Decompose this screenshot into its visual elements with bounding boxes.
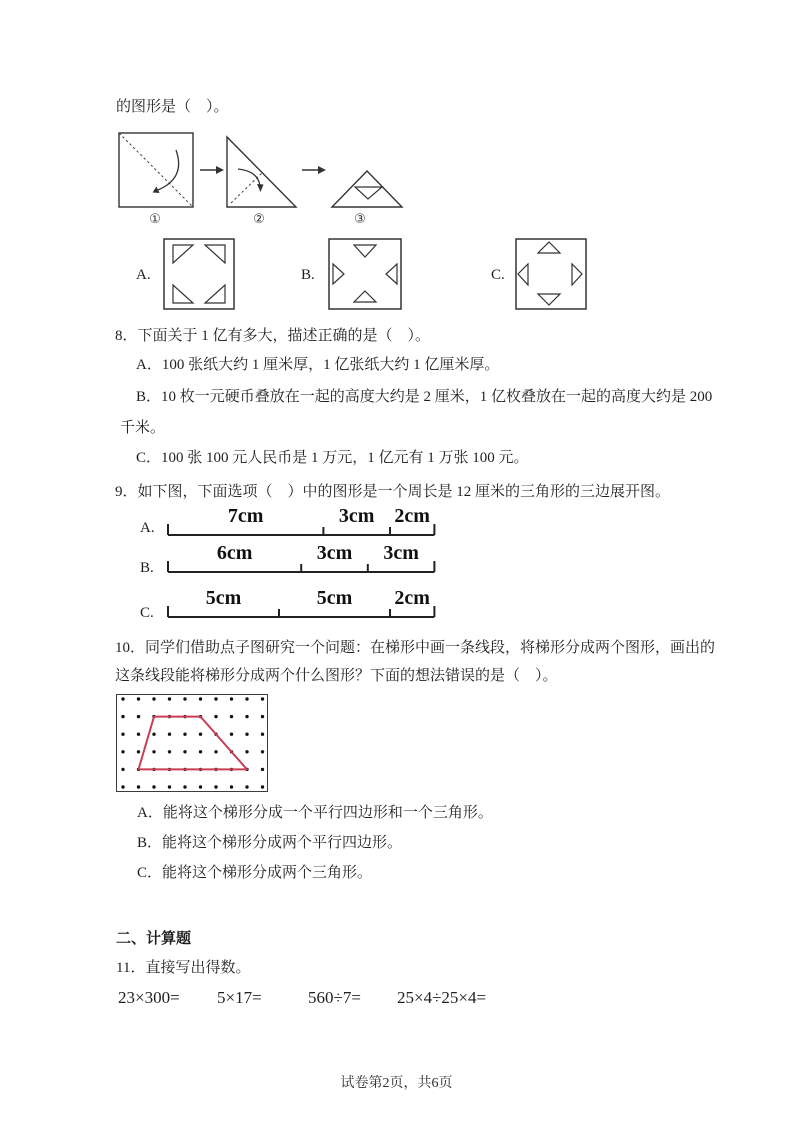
segment-length-label: 3cm	[383, 542, 419, 564]
trapezoid-outline	[139, 717, 248, 770]
grid-dot	[183, 750, 186, 753]
grid-dot	[168, 750, 171, 753]
grid-dot	[137, 750, 140, 753]
grid-dot	[245, 697, 248, 700]
segment-length-label: 5cm	[205, 587, 242, 609]
q9-row-b-label: B.	[140, 560, 154, 576]
grid-dot	[199, 733, 202, 736]
grid-dot	[152, 697, 155, 700]
grid-dot	[230, 785, 233, 788]
q7-option-a-label: A.	[136, 267, 151, 283]
grid-dot	[121, 785, 124, 788]
grid-dot	[261, 785, 264, 788]
right-arrow-head-icon	[318, 166, 326, 174]
grid-dot	[121, 733, 124, 736]
q9-question: 9．如下图，下面选项（ ）中的图形是一个周长是 12 厘米的三角形的三边展开图。	[115, 484, 671, 500]
segment-length-label: 3cm	[316, 542, 353, 564]
q11-instruction: 11．直接写出得数。	[116, 960, 251, 976]
grid-dot	[121, 768, 124, 771]
q8-option-b-line1: B．10 枚一元硬币叠放在一起的高度大约是 2 厘米，1 亿枚叠放在一起的高度大约是 200	[136, 389, 713, 405]
grid-dot	[261, 768, 264, 771]
grid-dot	[152, 733, 155, 736]
segment-length-label: 3cm	[338, 505, 375, 527]
q7-option-b-label: B.	[301, 267, 315, 283]
grid-dot	[199, 697, 202, 700]
q10-option-c: C．能将这个梯形分成两个三角形。	[137, 865, 373, 881]
segment-length-label: 5cm	[316, 587, 353, 609]
grid-dot	[199, 785, 202, 788]
fig-label-1: ①	[149, 212, 161, 227]
grid-dot	[183, 785, 186, 788]
q8-option-a: A．100 张纸大约 1 厘米厚，1 亿张纸大约 1 亿厘米厚。	[136, 357, 500, 373]
fig-label-2: ②	[253, 212, 265, 227]
q8-option-b-line2: 千米。	[120, 420, 166, 436]
math-expression-2: 5×17=	[217, 988, 262, 1007]
grid-dot	[245, 715, 248, 718]
q10-question-line2: 这条线段能将梯形分成两个什么图形？下面的想法错误的是（ ）。	[115, 668, 558, 684]
q9-segment-diagrams	[110, 505, 450, 627]
segment-length-label: 2cm	[394, 587, 430, 609]
grid-dot	[245, 733, 248, 736]
grid-dot	[214, 750, 217, 753]
fold-step2-triangle	[227, 137, 296, 207]
q10-dot-grid-box	[116, 694, 268, 792]
segment-length-label: 2cm	[394, 505, 430, 527]
q10-dot-grid	[117, 695, 266, 790]
grid-dot	[168, 785, 171, 788]
fig-label-3: ③	[354, 212, 366, 227]
q8-question: 8．下面关于 1 亿有多大，描述正确的是（ ）。	[115, 328, 431, 344]
grid-dot	[183, 733, 186, 736]
grid-dot	[230, 715, 233, 718]
grid-dot	[137, 715, 140, 718]
grid-dot	[261, 715, 264, 718]
q9-row-c-label: C.	[140, 605, 154, 621]
grid-dot	[214, 715, 217, 718]
grid-dot	[137, 697, 140, 700]
q10-option-b: B．能将这个梯形分成两个平行四边形。	[137, 835, 403, 851]
q7-option-c-figure	[515, 238, 587, 310]
grid-dot	[261, 750, 264, 753]
q9-row-a-label: A.	[140, 520, 155, 536]
grid-dot	[183, 697, 186, 700]
page-footer: 试卷第2页，共6页	[340, 1076, 453, 1091]
math-expression-4: 25×4÷25×4=	[397, 988, 487, 1007]
q7-option-c-label: C.	[491, 267, 505, 283]
grid-dot	[245, 750, 248, 753]
math-expression-1: 23×300=	[118, 988, 180, 1007]
math-expression-3: 560÷7=	[308, 988, 361, 1007]
grid-dot	[230, 733, 233, 736]
grid-dot	[121, 697, 124, 700]
grid-dot	[199, 750, 202, 753]
section2-heading: 二、计算题	[116, 931, 192, 947]
grid-dot	[152, 750, 155, 753]
q8-option-c: C．100 张 100 元人民币是 1 万元，1 亿元有 1 万张 100 元。	[136, 450, 529, 466]
grid-dot	[152, 785, 155, 788]
q10-question-line1: 10．同学们借助点子图研究一个问题：在梯形中画一条线段，将梯形分成两个图形，画出的	[115, 640, 716, 656]
grid-dot	[168, 697, 171, 700]
grid-dot	[261, 733, 264, 736]
segment-length-label: 7cm	[227, 505, 264, 527]
q7-prompt: 的图形是（ ）。	[116, 99, 229, 115]
grid-dot	[168, 733, 171, 736]
right-arrow-head-icon	[216, 166, 224, 174]
grid-dot	[261, 697, 264, 700]
grid-dot	[121, 715, 124, 718]
segment-length-label: 6cm	[216, 542, 253, 564]
q10-option-a: A．能将这个梯形分成一个平行四边形和一个三角形。	[137, 805, 493, 821]
q7-option-b-figure	[328, 238, 402, 310]
grid-dot	[137, 733, 140, 736]
grid-dot	[137, 785, 140, 788]
grid-dot	[245, 785, 248, 788]
q7-folding-figure	[112, 126, 412, 218]
grid-dot	[230, 697, 233, 700]
grid-dot	[121, 750, 124, 753]
q7-option-a-figure	[163, 238, 235, 310]
grid-dot	[214, 785, 217, 788]
grid-dot	[214, 697, 217, 700]
